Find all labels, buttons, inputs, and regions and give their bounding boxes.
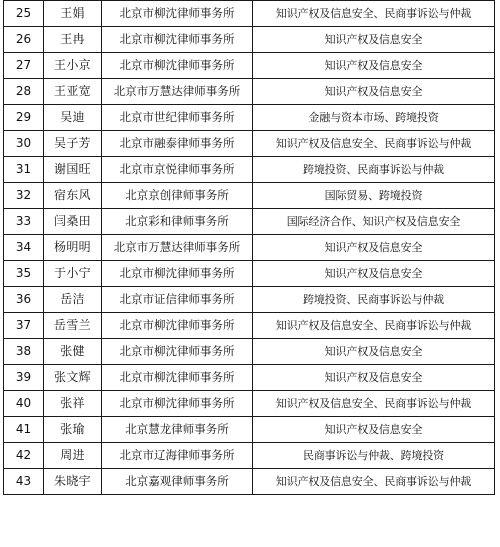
table-row [4,131,495,157]
row-number: 30 [4,131,44,157]
law-firm: 北京市柳沈律师事务所 [102,27,253,53]
practice-area: 知识产权及信息安全 [253,235,495,261]
table-row [4,469,495,495]
lawyer-name: 杨明明 [44,235,102,261]
practice-area: 知识产权及信息安全 [253,365,495,391]
table-row [4,79,495,105]
law-firm: 北京市柳沈律师事务所 [102,339,253,365]
table-row [4,209,495,235]
row-number: 41 [4,417,44,443]
lawyer-name: 张祥 [44,391,102,417]
lawyer-name: 张文辉 [44,365,102,391]
law-firm: 北京市辽海律师事务所 [102,443,253,469]
row-number: 38 [4,339,44,365]
lawyer-name: 谢国旺 [44,157,102,183]
practice-area: 国际经济合作、知识产权及信息安全 [253,209,495,235]
lawyer-name: 王亚宽 [44,79,102,105]
row-number: 29 [4,105,44,131]
table-row [4,443,495,469]
practice-area: 跨境投资、民商事诉讼与仲裁 [253,287,495,313]
table-row [4,1,495,27]
row-number: 39 [4,365,44,391]
row-number: 32 [4,183,44,209]
practice-area: 知识产权及信息安全 [253,27,495,53]
law-firm: 北京市柳沈律师事务所 [102,365,253,391]
law-firm: 北京彩和律师事务所 [102,209,253,235]
practice-area: 知识产权及信息安全 [253,339,495,365]
row-number: 27 [4,53,44,79]
table-row [4,391,495,417]
row-number: 33 [4,209,44,235]
lawyer-name: 岳洁 [44,287,102,313]
law-firm: 北京市柳沈律师事务所 [102,53,253,79]
law-firm: 北京京创律师事务所 [102,183,253,209]
practice-area: 知识产权及信息安全、民商事诉讼与仲裁 [253,313,495,339]
lawyer-name: 王冉 [44,27,102,53]
table-row [4,261,495,287]
practice-area: 知识产权及信息安全 [253,79,495,105]
law-firm: 北京市世纪律师事务所 [102,105,253,131]
practice-area: 知识产权及信息安全 [253,261,495,287]
practice-area: 知识产权及信息安全 [253,53,495,79]
law-firm: 北京慧龙律师事务所 [102,417,253,443]
table-row [4,287,495,313]
practice-area: 国际贸易、跨境投资 [253,183,495,209]
practice-area: 民商事诉讼与仲裁、跨境投资 [253,443,495,469]
law-firm: 北京市柳沈律师事务所 [102,1,253,27]
row-number: 31 [4,157,44,183]
row-number: 40 [4,391,44,417]
table-row [4,105,495,131]
row-number: 35 [4,261,44,287]
law-firm: 北京市万慧达律师事务所 [102,79,253,105]
law-firm: 北京嘉观律师事务所 [102,469,253,495]
law-firm: 北京市万慧达律师事务所 [102,235,253,261]
law-firm: 北京市京悦律师事务所 [102,157,253,183]
practice-area: 知识产权及信息安全、民商事诉讼与仲裁 [253,1,495,27]
law-firm: 北京市柳沈律师事务所 [102,313,253,339]
law-firm: 北京市柳沈律师事务所 [102,261,253,287]
practice-area: 知识产权及信息安全 [253,417,495,443]
lawyer-name: 周进 [44,443,102,469]
table-row [4,157,495,183]
practice-area: 知识产权及信息安全、民商事诉讼与仲裁 [253,391,495,417]
row-number: 36 [4,287,44,313]
row-number: 42 [4,443,44,469]
table-row [4,183,495,209]
row-number: 26 [4,27,44,53]
practice-area: 知识产权及信息安全、民商事诉讼与仲裁 [253,469,495,495]
lawyer-name: 张健 [44,339,102,365]
row-number: 43 [4,469,44,495]
lawyer-name: 张瑜 [44,417,102,443]
law-firm: 北京市融泰律师事务所 [102,131,253,157]
row-number: 37 [4,313,44,339]
row-number: 25 [4,1,44,27]
practice-area: 知识产权及信息安全、民商事诉讼与仲裁 [253,131,495,157]
table-row [4,313,495,339]
lawyer-list-table-container [3,0,494,495]
lawyer-name: 岳雪兰 [44,313,102,339]
row-number: 28 [4,79,44,105]
lawyer-name: 于小宁 [44,261,102,287]
table-body [4,1,495,495]
lawyer-name: 王小京 [44,53,102,79]
law-firm: 北京市柳沈律师事务所 [102,391,253,417]
lawyer-name: 朱晓宇 [44,469,102,495]
row-number: 34 [4,235,44,261]
lawyer-name: 宿东风 [44,183,102,209]
lawyer-name: 闫桑田 [44,209,102,235]
practice-area: 金融与资本市场、跨境投资 [253,105,495,131]
table-row [4,235,495,261]
table-row [4,53,495,79]
lawyer-name: 吴子芳 [44,131,102,157]
law-firm: 北京市证信律师事务所 [102,287,253,313]
table-row [4,339,495,365]
table-row [4,417,495,443]
lawyer-name: 吴迪 [44,105,102,131]
table-row [4,27,495,53]
table-row [4,365,495,391]
lawyer-name: 王娟 [44,1,102,27]
lawyer-list-table [3,0,495,495]
practice-area: 跨境投资、民商事诉讼与仲裁 [253,157,495,183]
